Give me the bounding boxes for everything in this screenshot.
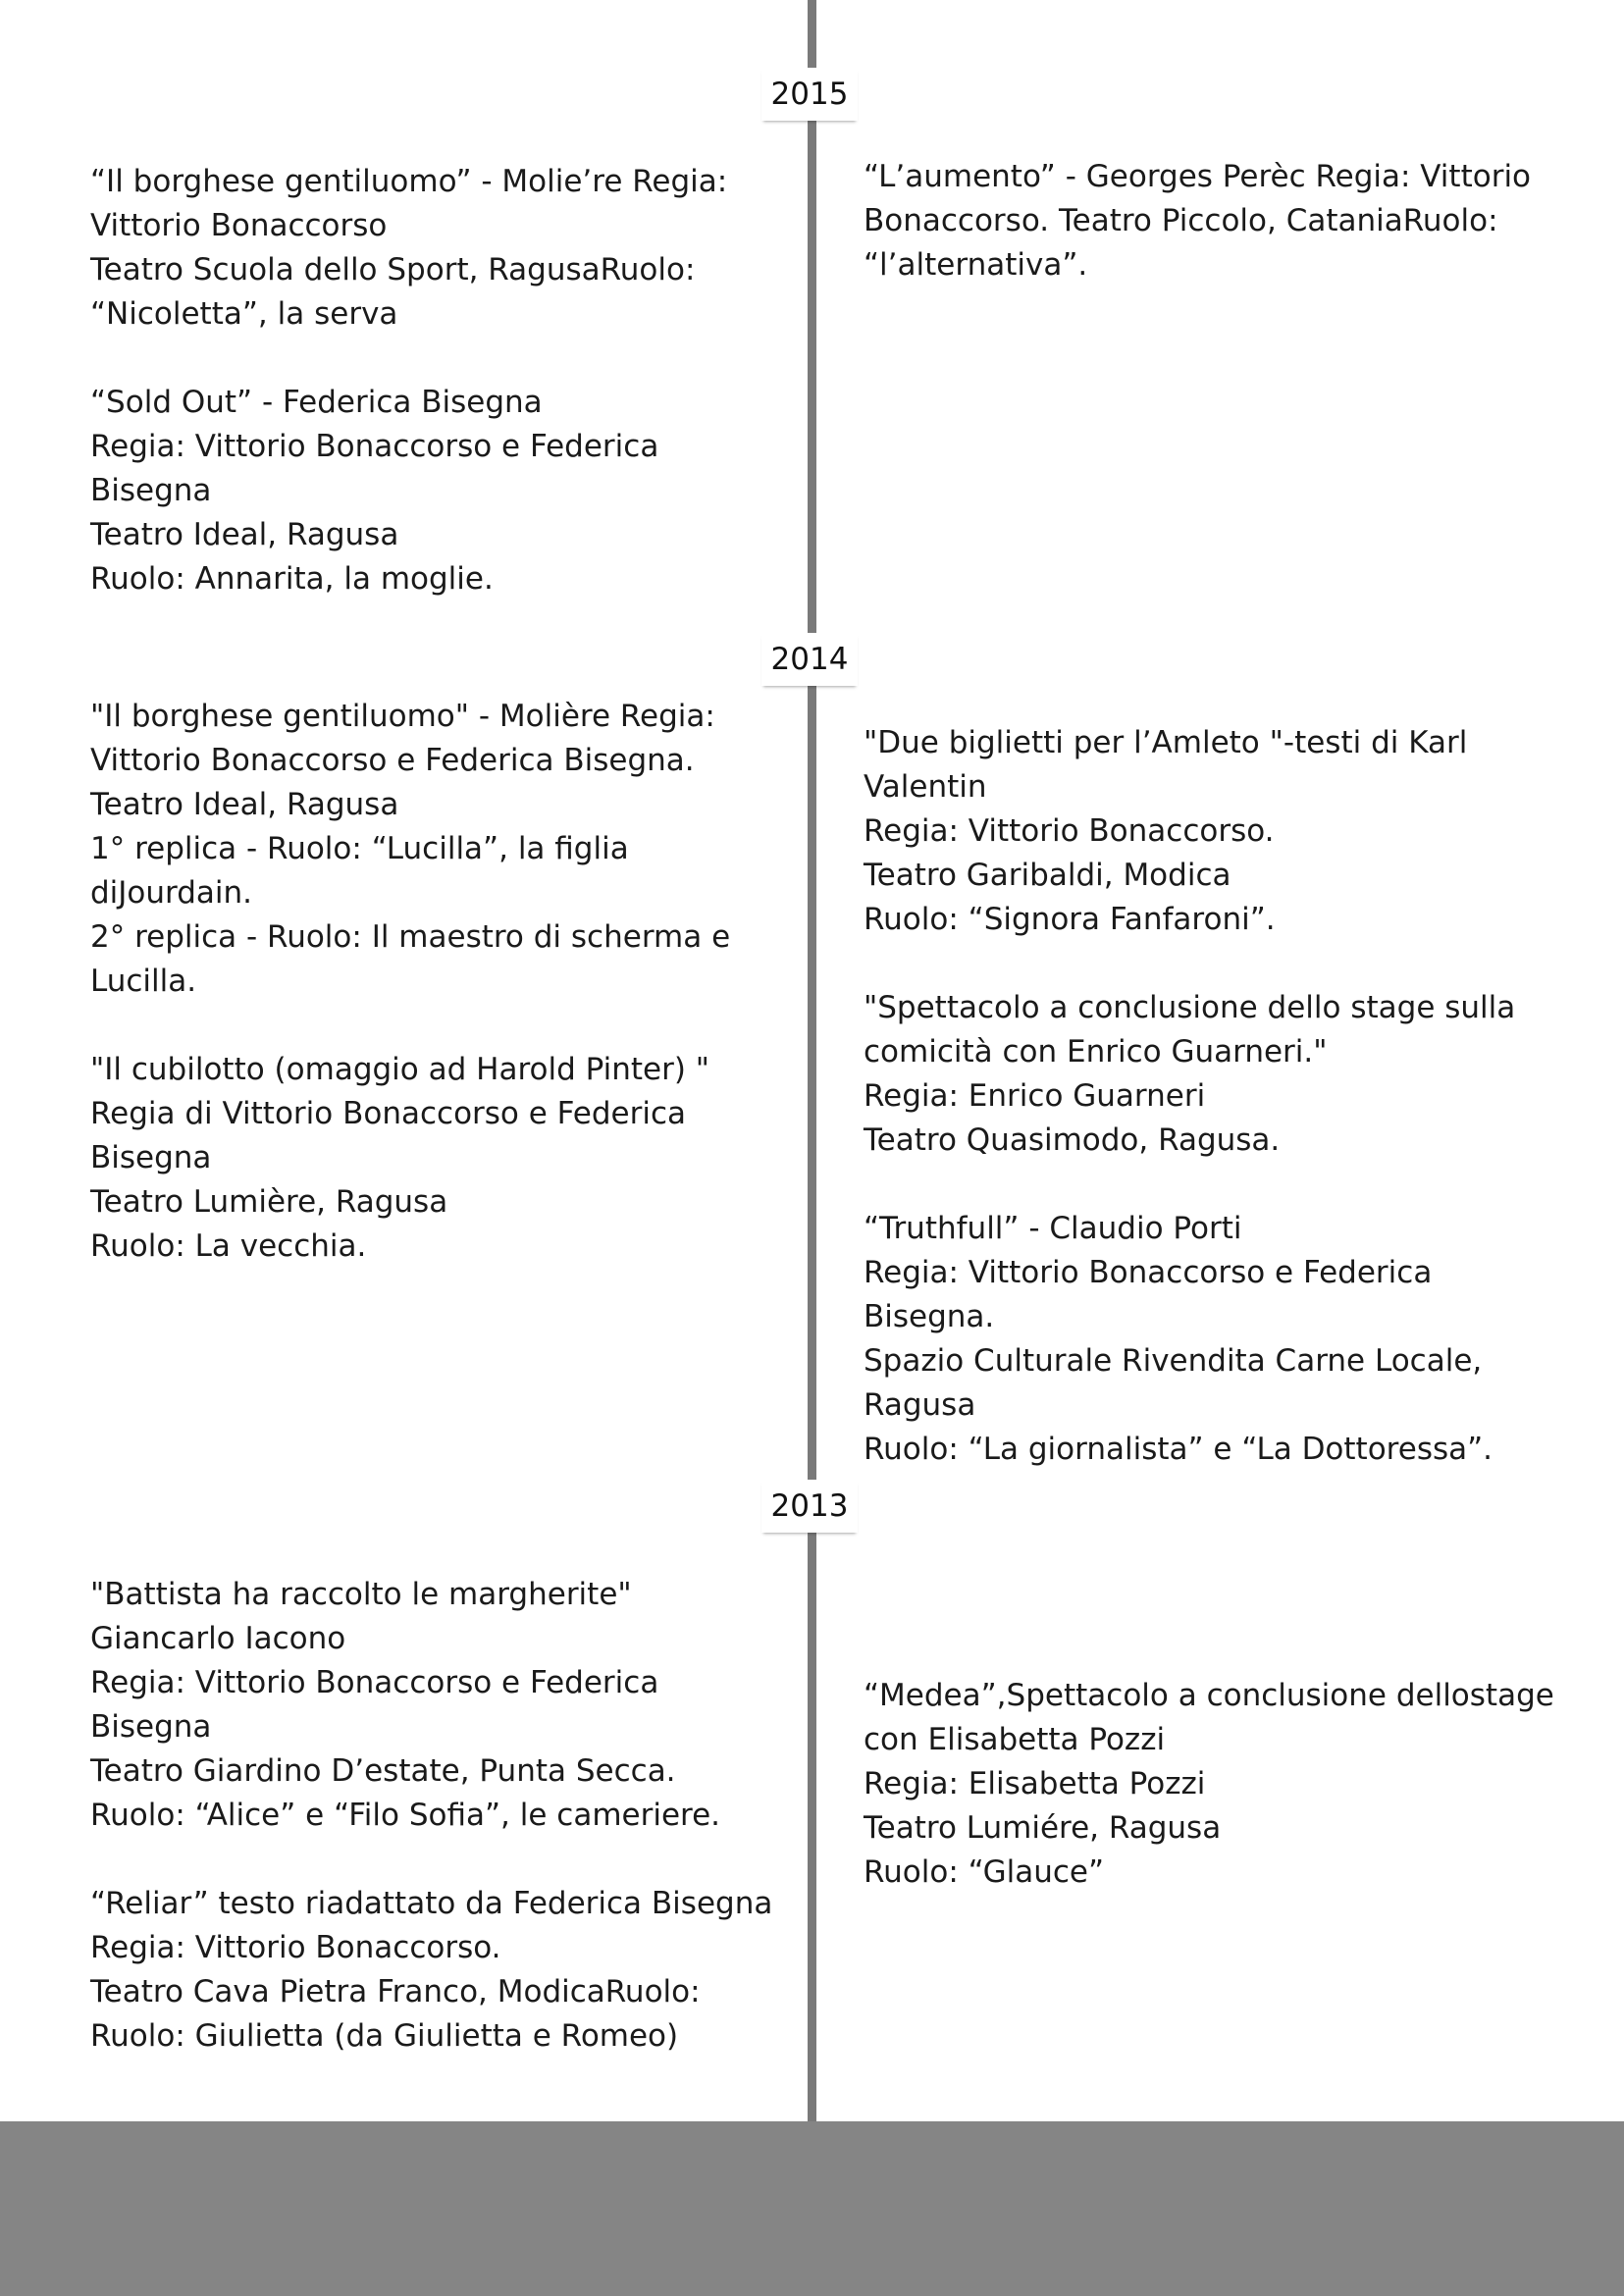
year-badge-2014: 2014 (761, 633, 858, 686)
year-2014-right-column (864, 721, 1570, 1472)
performance-entry (864, 1674, 1570, 1895)
performance-entry (90, 1573, 777, 1838)
entry-line: “L’aumento” - Georges Perèc Regia: Vittorio Bonaccorso. Teatro Piccolo, CataniaRuolo: “l’alternativa”. (864, 159, 1532, 283)
entry-line: Ruolo: “La giornalista” e “La Dottoressa”. (864, 1432, 1493, 1467)
entry-line: “Reliar” testo riadattato da Federica Bisegna (90, 1886, 773, 1921)
performance-entry (90, 160, 777, 337)
entry-line: 2° replica - Ruolo: Il maestro di scherma e Lucilla. (90, 919, 731, 999)
entry-line: Teatro Lumiére, Ragusa (864, 1810, 1222, 1846)
entry-line: Teatro Ideal, Ragusa (90, 787, 399, 822)
performance-entry (864, 1207, 1570, 1472)
performance-entry (90, 695, 777, 1004)
entry-line: 1° replica - Ruolo: “Lucilla”, la figlia diJourdain. (90, 831, 629, 911)
entry-line: “Il borghese gentiluomo” - Molie’re Regia: Vittorio Bonaccorso (90, 164, 728, 243)
entry-line: Regia: Vittorio Bonaccorso. (90, 1930, 501, 1965)
entry-line: Regia: Vittorio Bonaccorso e Federica Bisegna (90, 1665, 659, 1745)
entry-line: Regia: Elisabetta Pozzi (864, 1766, 1206, 1801)
entry-line: Teatro Scuola dello Sport, RagusaRuolo: “Nicoletta”, la serva (90, 252, 696, 332)
entry-line: Regia: Vittorio Bonaccorso. (864, 813, 1275, 849)
entry-line: "Il cubilotto (omaggio ad Harold Pinter) " (90, 1052, 710, 1087)
entry-line: Ruolo: “Alice” e “Filo Sofia”, le cameriere. (90, 1798, 721, 1833)
year-badge-2013: 2013 (761, 1480, 858, 1533)
entry-line: "Due biglietti per l’Amleto "-testi di Karl Valentin (864, 725, 1468, 805)
entry-line: Ruolo: “Glauce” (864, 1854, 1105, 1890)
year-2015-left-column (90, 160, 777, 601)
entry-line: Regia: Vittorio Bonaccorso e Federica Bisegna. (864, 1255, 1433, 1334)
year-badge-2015: 2015 (761, 68, 858, 121)
entry-line: Ruolo: “Signora Fanfaroni”. (864, 902, 1276, 937)
entry-line: “Sold Out” - Federica Bisegna (90, 385, 543, 420)
entry-line: Teatro Quasimodo, Ragusa. (864, 1122, 1281, 1158)
entry-line: Teatro Garibaldi, Modica (864, 858, 1231, 893)
year-2013-right-column (864, 1674, 1570, 1895)
entry-line: Teatro Giardino D’estate, Punta Secca. (90, 1753, 676, 1789)
entry-line: "Spettacolo a conclusione dello stage sulla comicità con Enrico Guarneri." (864, 990, 1516, 1070)
entry-line: Spazio Culturale Rivendita Carne Locale, Ragusa (864, 1343, 1483, 1423)
entry-line: “Medea”,Spettacolo a conclusione dellostage con Elisabetta Pozzi (864, 1678, 1554, 1757)
entry-line: Ruolo: La vecchia. (90, 1228, 367, 1264)
performance-entry (864, 721, 1570, 942)
entry-line: Regia di Vittorio Bonaccorso e Federica Bisegna (90, 1096, 687, 1175)
entry-line: Ruolo: Annarita, la moglie. (90, 561, 494, 597)
entry-line: Ruolo: Giulietta (da Giulietta e Romeo) (90, 2018, 679, 2054)
entry-line: Teatro Ideal, Ragusa (90, 517, 399, 552)
entry-line: Regia: Enrico Guarneri (864, 1078, 1206, 1114)
entry-line: Teatro Lumière, Ragusa (90, 1184, 448, 1220)
performance-entry (864, 986, 1570, 1163)
year-2014-left-column (90, 695, 777, 1269)
performance-entry (864, 155, 1570, 287)
footer-band (0, 2121, 1624, 2296)
performance-entry (90, 1048, 777, 1269)
timeline-line (808, 0, 816, 2129)
entry-line: "Il borghese gentiluomo" - Molière Regia: Vittorio Bonaccorso e Federica Bisegna. (90, 699, 715, 778)
year-2013-left-column (90, 1573, 777, 2059)
entry-line: Giancarlo Iacono (90, 1621, 346, 1656)
year-2015-right-column (864, 155, 1570, 287)
entry-line: Teatro Cava Pietra Franco, ModicaRuolo: (90, 1974, 701, 2009)
entry-line: "Battista ha raccolto le margherite" (90, 1577, 632, 1612)
entry-line: “Truthfull” - Claudio Porti (864, 1211, 1242, 1246)
performance-entry (90, 1882, 777, 2059)
performance-entry (90, 381, 777, 601)
entry-line: Regia: Vittorio Bonaccorso e Federica Bisegna (90, 429, 659, 508)
